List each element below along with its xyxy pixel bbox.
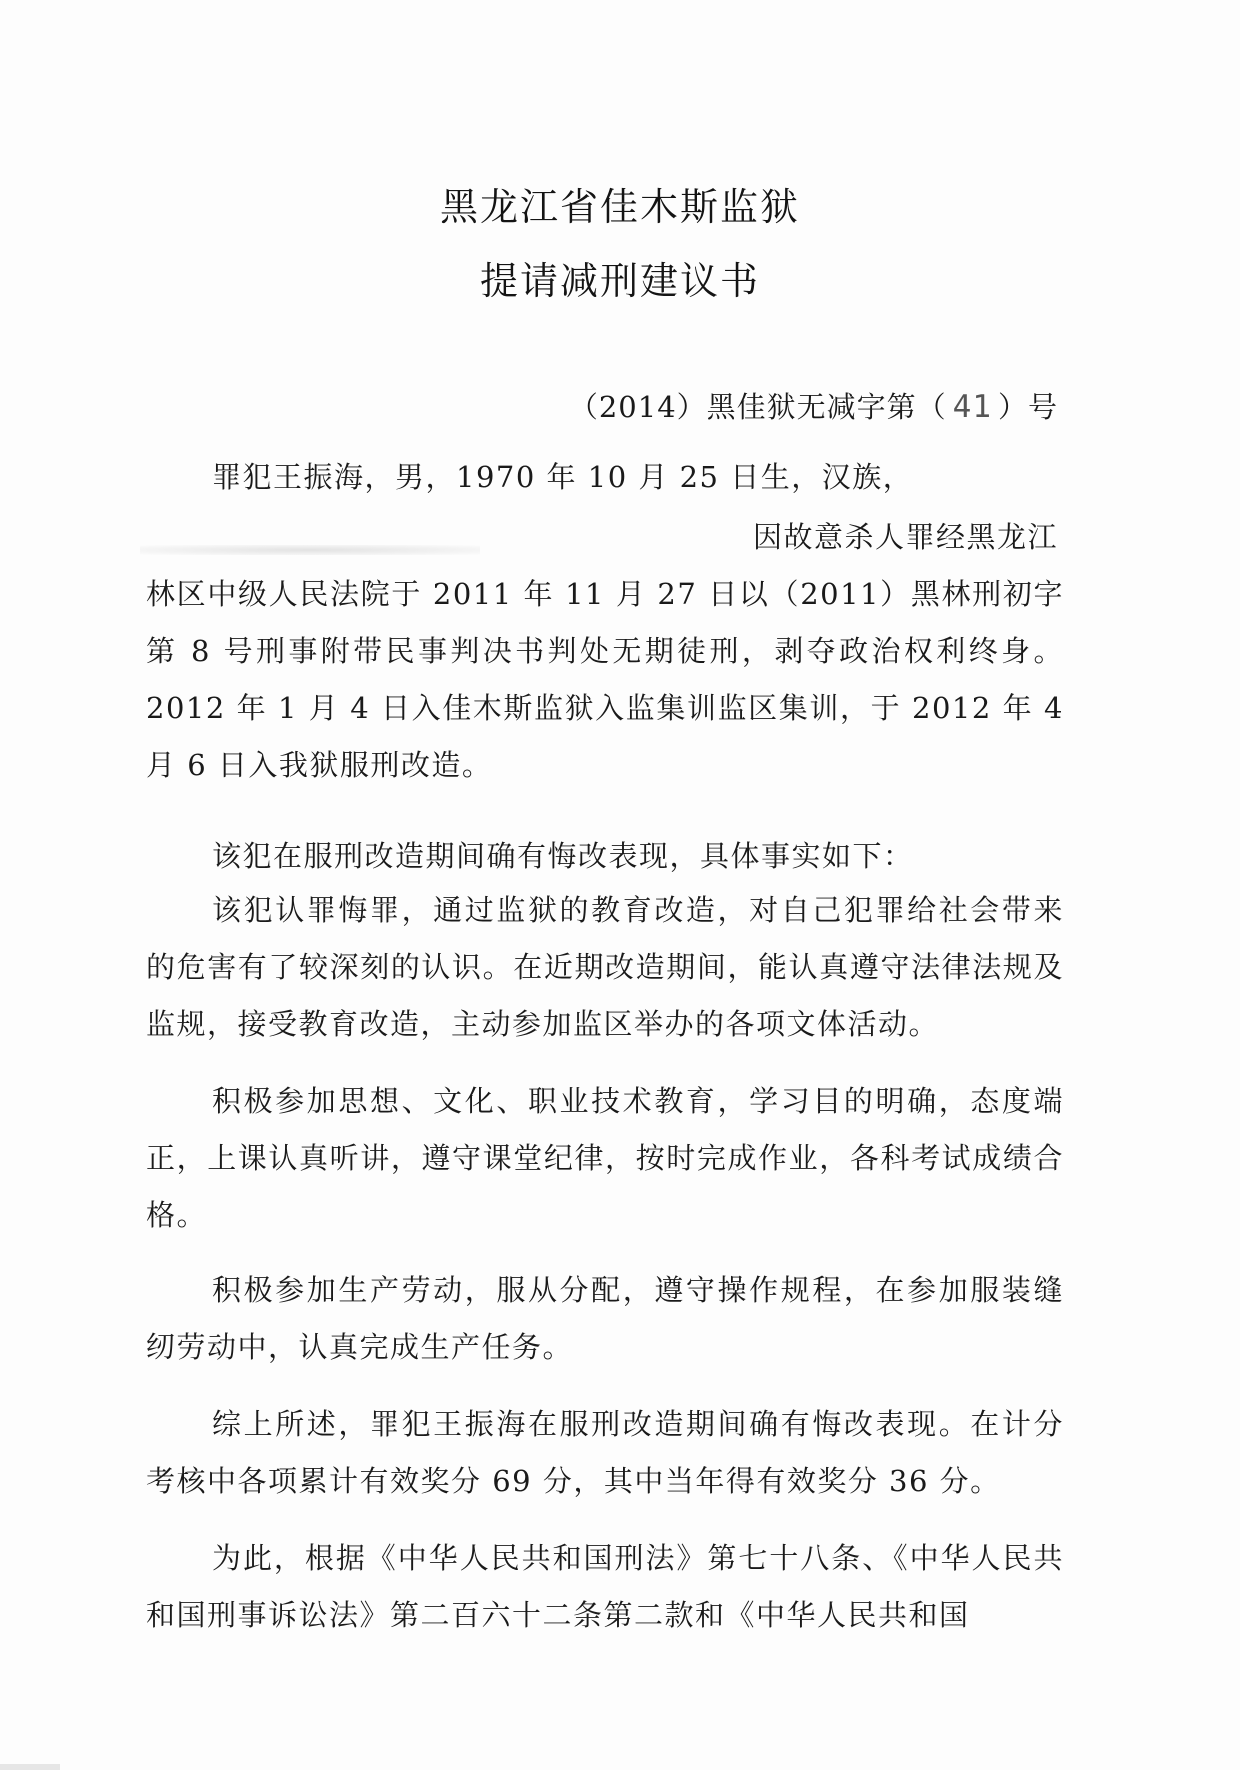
document-number-prefix: （2014）黑佳狱无减字第（ xyxy=(568,390,947,424)
attitude-paragraph: 该犯认罪悔罪，通过监狱的教育改造，对自己犯罪给社会带来的危害有了较深刻的认识。在近期改造期间，能认真遵守法律法规及监规，接受教育改造，主动参加监区举办的各项文体活动。 xyxy=(146,893,1064,1041)
labor-paragraph: 积极参加生产劳动，服从分配，遵守操作规程，在参加服装缝纫劳动中，认真完成生产任务。 xyxy=(146,1273,1064,1364)
document-number-value: 41 xyxy=(952,389,992,425)
education-paragraph: 积极参加思想、文化、职业技术教育，学习目的明确，态度端正，上课认真听讲，遵守课堂纪律，按时完成作业，各科考试成绩合格。 xyxy=(146,1084,1064,1232)
scan-edge-mark xyxy=(0,1764,60,1770)
document-title-institution: 黑龙江省佳木斯监狱 xyxy=(439,185,800,229)
facts-intro-paragraph: 该犯在服刑改造期间确有悔改表现，具体事实如下： xyxy=(212,839,914,873)
document-number-suffix: ）号 xyxy=(997,390,1058,424)
document-title-type: 提请减刑建议书 xyxy=(479,259,760,303)
criminal-intro-line: 罪犯王振海，男，1970 年 10 月 25 日生，汉族， xyxy=(212,460,914,494)
summary-paragraph: 综上所述，罪犯王振海在服刑改造期间确有悔改表现。在计分考核中各项累计有效奖分 69 分，其中当年得有效奖分 36 分。 xyxy=(146,1407,1064,1498)
crime-line: 因故意杀人罪经黑龙江 xyxy=(752,520,1058,554)
legal-basis-paragraph: 为此，根据《中华人民共和国刑法》第七十八条、《中华人民共和国刑事诉讼法》第二百六十二条第二款和《中华人民共和国 xyxy=(146,1541,1064,1632)
sentence-paragraph: 林区中级人民法院于 2011 年 11 月 27 日以（2011）黑林刑初字第 8 号刑事附带民事判决书判处无期徒刑，剥夺政治权利终身。2012 年 1 月 4 日入佳木斯监狱入监集训监区集训，于 2012 年 4 月 6 日入我狱服刑改造。 xyxy=(146,577,1064,782)
document-number xyxy=(569,385,1058,426)
